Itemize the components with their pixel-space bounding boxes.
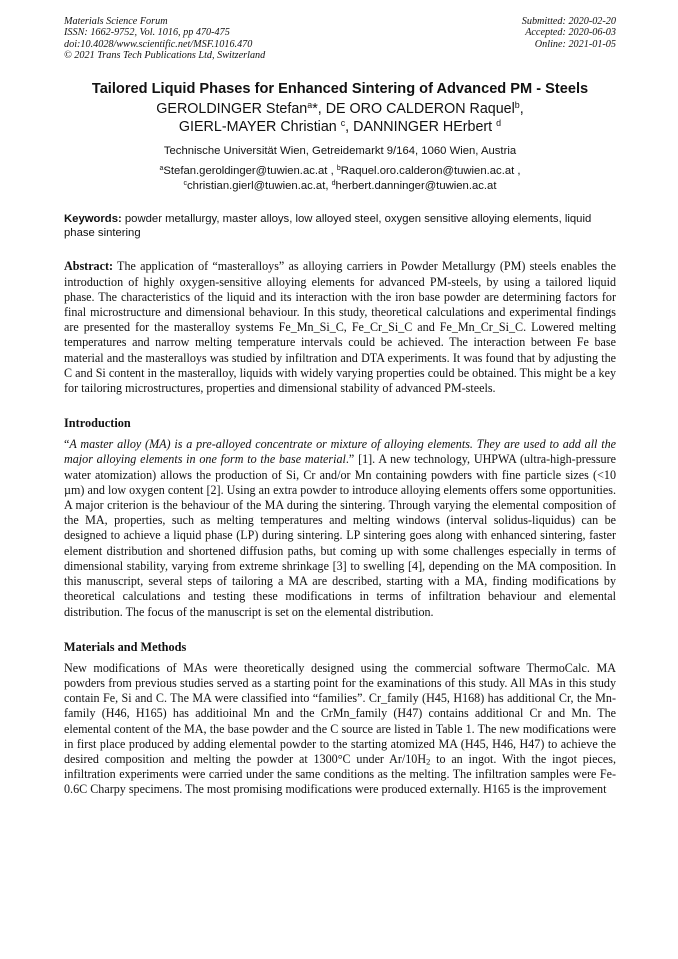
journal-name: Materials Science Forum xyxy=(64,16,168,27)
author-list xyxy=(64,100,616,137)
author-4-sup: d xyxy=(496,118,502,129)
submitted-date: Submitted: 2020-02-20 xyxy=(521,16,616,27)
methods-text-2: to an ingot. With the ingot pieces, infiltration experiments were carried under the same conditions as the melting. The infiltration samples were Fe-0.6C Charpy specimens. The most promising modifications were produced externally. H165 is the improvement xyxy=(64,751,616,797)
author-1-sup: a xyxy=(307,99,313,110)
journal-info xyxy=(64,16,265,62)
author-separator: , xyxy=(345,119,354,136)
email-sup-c: c xyxy=(183,179,188,187)
abstract-label: Abstract: xyxy=(64,259,114,274)
author-4: DANNINGER HErbert xyxy=(353,119,497,136)
methods-text-1: New modifications of MAs were theoretically designed using the commercial software ThermoCalc. MA powders from previous studies served as a starting point for the examinations of this study. All MAs in this study contain Fe, Si and C. The MA were classified into “families”. Cr_family (H45, H168) has additional Cr, the Mn-family (H46, H165) has additioinal Mn and the CrMn_family (H47) contains additional Cr and Mn. The elemental content of the MA, the base powder and the C source are listed in Table 1. The new modifications were in first place produced by adding elemental powder to the starting atomized MA (H45, H46, H47) to achieve the desired composition and melting the powder at 1300°C under Ar/10H xyxy=(64,660,616,766)
methods-paragraph xyxy=(64,661,616,798)
paper-title: Tailored Liquid Phases for Enhanced Sintering of Advanced PM - Steels xyxy=(91,80,589,97)
author-3-sup: c xyxy=(340,118,346,129)
paper-page xyxy=(64,16,616,798)
author-separator: , xyxy=(519,100,524,117)
email-b[interactable]: Raquel.oro.calderon@tuwien.ac.at , xyxy=(340,164,521,177)
publication-dates xyxy=(522,16,616,62)
online-date: Online: 2021-01-05 xyxy=(534,38,616,50)
email-sup-b: b xyxy=(336,164,341,172)
doi-line: doi:10.4028/www.scientific.net/MSF.1016.470 xyxy=(64,38,253,50)
author-1: GEROLDINGER Stefan xyxy=(156,100,308,117)
affiliation: Technische Universität Wien, Getreidemarkt 9/164, 1060 Wien, Austria xyxy=(163,144,517,157)
author-2-sup: b xyxy=(514,99,520,110)
journal-header xyxy=(64,16,616,62)
intro-text: [1]. A new technology, UHPWA (ultra-high-pressure water atomization) allows the production of Si, Cr and/or Mn containing powders with fine particle sizes (<10 µm) and low oxygen content [2]. Using an extra powder to introduce alloying elements offers some opportunities. A major criterion is the behaviour of the MA during the sintering. Through varying the elemental composition of the MA, properties, such as melting temperatures and melting windows (interval solidus-liquidus) can be designed to achieve a liquid phase (LP) during sintering. LP sintering goes along with enhanced sintering, faster element distribution and shortened diffusion paths, but coming up with some challenges especially in terms of dimensional stability, varying from extreme shrinkage [3] to swelling [4], depending on the MA composition. In this manuscript, several steps of tailoring a MA are described, starting with a MA, finding modifications by theoretical calculations and testing these modifications in terms of infiltration behaviour and elemental distribution. The focus of the manuscript is set on the elemental distribution. xyxy=(64,452,616,619)
quote-close: .” xyxy=(345,452,359,467)
copyright-line: © 2021 Trans Tech Publications Ltd, Switzerland xyxy=(64,50,266,62)
abstract xyxy=(64,259,616,396)
keywords-text: powder metallurgy, master alloys, low alloyed steel, oxygen sensitive alloying elements, liquid phase sintering xyxy=(64,212,592,240)
corresponding-mark: *, xyxy=(312,100,326,117)
keywords-label: Keywords: xyxy=(64,212,122,225)
quote-open: “ xyxy=(64,437,70,452)
email-d[interactable]: herbert.danninger@tuwien.ac.at xyxy=(335,179,497,192)
author-emails xyxy=(64,164,616,194)
keywords xyxy=(64,212,616,241)
author-2: DE ORO CALDERON Raquel xyxy=(325,100,515,117)
email-c[interactable]: christian.gierl@tuwien.ac.at, xyxy=(187,179,332,192)
introduction-paragraph xyxy=(64,437,616,619)
email-a[interactable]: Stefan.geroldinger@tuwien.ac.at , xyxy=(163,164,337,177)
h2-subscript: 2 xyxy=(426,756,431,767)
author-3: GIERL-MAYER Christian xyxy=(178,119,341,136)
email-sup-a: a xyxy=(159,164,164,172)
methods-heading: Materials and Methods xyxy=(64,639,187,654)
issn-line: ISSN: 1662-9752, Vol. 1016, pp 470-475 xyxy=(64,27,230,39)
introduction-heading: Introduction xyxy=(64,416,131,431)
email-sup-d: d xyxy=(331,179,336,187)
abstract-text: The application of “masteralloys” as alloying carriers in Powder Metallurgy (PM) steels enables the introduction of highly oxygen-sensitive alloying elements for advanced PM-steels, by using a tailored liquid phase. The characteristics of the liquid and its interaction with the iron base powder are determining factors for final microstructure and dimensional behaviour. In this study, theoretical calculations and experimental findings are presented for the masteralloy systems Fe_Mn_Si_C, Fe_Cr_Si_C and Fe_Mn_Cr_Si_C. Lowered melting temperatures and narrow melting temperature intervals could be achieved. The interaction between Fe base material and the masteralloys was studied by infiltration and DTA experiments. It was found that by adjusting the C and Si content in the masteralloy, liquids with widely varying properties could be obtained. This might be a key for tailoring microstructures, properties and dimensional stability of advanced PM-steels. xyxy=(64,259,616,396)
accepted-date: Accepted: 2020-06-03 xyxy=(525,27,616,39)
intro-quote: A master alloy (MA) is a pre-alloyed concentrate or mixture of alloying elements. They are used to add all the major alloying elements in one form to the base material xyxy=(64,437,616,467)
